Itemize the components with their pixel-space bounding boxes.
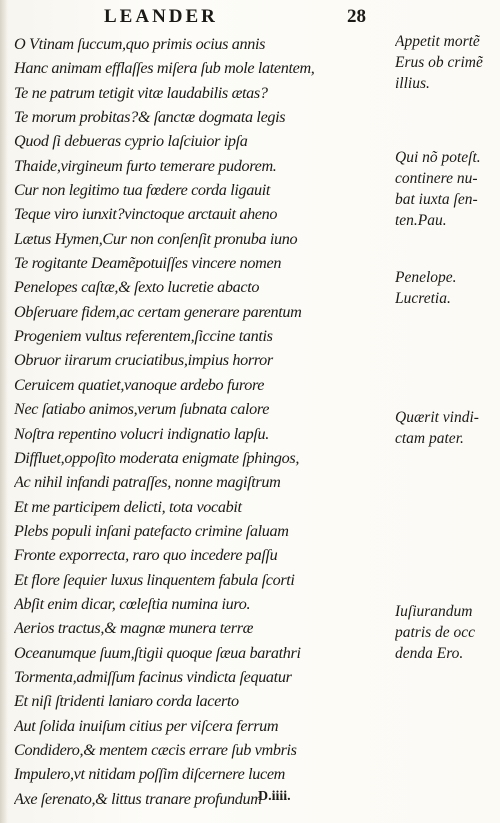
- marginal-note-line: Penelope.: [395, 269, 457, 286]
- marginal-note-line: ten.Pau.: [395, 212, 447, 229]
- verse-line: Plebs populi inſani patefacto crimine ſaluam: [14, 521, 289, 540]
- marginal-note-line: Appetit mortẽ: [395, 33, 480, 50]
- verse-line: Tormenta,admiſſum facinus vindicta ſequatur: [14, 667, 292, 686]
- marginal-note-line: Lucretia.: [395, 290, 451, 307]
- marginal-note: [395, 31, 499, 94]
- marginal-note-line: patris de occ: [395, 624, 476, 641]
- verse-line: Axe ſerenato,& littus tranare profundum: [14, 789, 262, 808]
- verse-line: Condidero,& mentem cæcis errare ſub vmbris: [14, 740, 297, 759]
- marginal-note-line: continere nu-: [395, 170, 478, 187]
- verse-line: Nec ſatiabo animos,verum ſubnata calore: [14, 400, 270, 419]
- verse-line: Diffluet,oppoſito moderata enigmate ſphingos,: [14, 448, 300, 467]
- verse-text: [14, 32, 386, 811]
- verse-line: Cur non legitimo tua fœdere corda ligauit: [14, 181, 271, 200]
- verse-line: Thaide,virgineum furto temerare pudorem.: [14, 156, 277, 175]
- marginal-note-line: ctam pater.: [395, 430, 464, 447]
- marginal-note-line: denda Ero.: [395, 645, 464, 662]
- verse-line: Te ne patrum tetigit vitæ laudabilis ætas?: [14, 83, 268, 102]
- verse-line: Penelopes caſtæ,& ſexto lucretie abacto: [14, 278, 260, 297]
- marginal-note: [395, 147, 499, 231]
- verse-line: Et me participem delicti, tota vocabit: [14, 497, 242, 516]
- verse-line: Et niſi ſtridenti laniaro corda lacerto: [14, 692, 239, 711]
- marginal-note: [395, 407, 499, 449]
- verse-line: Impulero,vt nitidam poſſim diſcernere lucem: [14, 765, 286, 784]
- verse-line: O Vtinam ſuccum,quo primis ocius annis: [14, 35, 266, 53]
- verse-line: Hanc animam efflaſſes miſera ſub mole latentem,: [14, 59, 315, 78]
- marginal-note-line: bat iuxta ſen-: [395, 191, 478, 208]
- marginal-note: [395, 601, 499, 664]
- verse-line: Quod ſi debueras cyprio laſciuior ipſa: [14, 132, 248, 151]
- marginal-note-line: Quærit vindi-: [395, 409, 479, 426]
- verse-line: Te morum probitas?& ſanctæ dogmata legis: [14, 108, 286, 127]
- verse-line: Oceanumque ſuum,ſtigii quoque ſæua barathri: [14, 643, 301, 662]
- verse-line: Obruor iirarum cruciatibus,impius horror: [14, 351, 273, 370]
- marginal-note-line: Iuſiurandum: [395, 603, 473, 620]
- marginal-note-line: illius.: [395, 75, 430, 92]
- verse-line: Ac nihil infandi patraſſes, nonne magiſtrum: [14, 473, 281, 492]
- verse-line: Lætus Hymen,Cur non conſenſit pronuba iuno: [14, 229, 298, 248]
- page-gutter-shadow: [0, 0, 8, 823]
- marginal-note-line: Erus ob crimẽ: [395, 54, 483, 71]
- verse-line: Et flore ſequier luxus linquentem fabula ſcorti: [14, 570, 295, 589]
- verse-line: Progeniem vultus referentem,ſiccine tantis: [14, 327, 273, 346]
- marginal-note: [395, 267, 499, 309]
- verse-line: Fronte exporrecta, raro quo incedere paſſu: [14, 546, 278, 565]
- running-head: LEANDER: [104, 6, 218, 27]
- signature-mark: D.iiii.: [258, 789, 291, 804]
- verse-line: Te rogitante Deamẽpotuiſſes vincere nomen: [14, 254, 282, 273]
- page-number: 28: [347, 6, 366, 27]
- verse-line: Obſeruare fidem,ac certam generare parentum: [14, 302, 302, 321]
- verse-line: Aerios tractus,& magnæ munera terræ: [14, 619, 254, 638]
- verse-line: Teque viro iunxit?vinctoque arctauit aheno: [14, 205, 278, 224]
- verse-line: Aut ſolida inuiſum citius per viſcera ferrum: [14, 716, 279, 735]
- verse-line: Ceruicem quatiet,vanoque ardebo furore: [14, 375, 265, 394]
- verse-line: Abſit enim dicar, cœleſtia numina iuro.: [14, 594, 251, 613]
- marginal-note-line: Qui nõ poteſt.: [395, 149, 481, 166]
- verse-line: Noſtra repentino volucri indignatio lapſu.: [14, 424, 269, 443]
